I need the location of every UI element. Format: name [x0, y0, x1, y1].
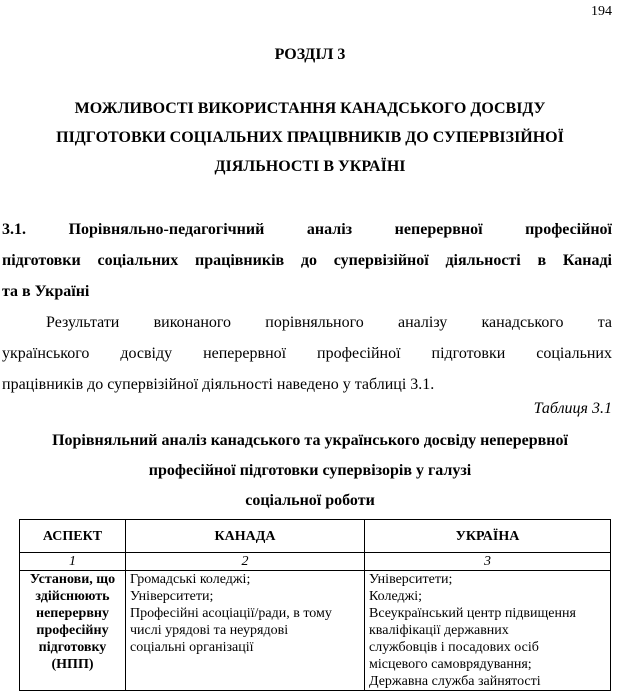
- cell-line: Університети;: [130, 589, 214, 604]
- subsection-title-line: підготовки соціальних працівників до супервізійної діяльності в Канаді: [2, 252, 612, 269]
- header-ukraine: УКРАЇНА: [365, 520, 611, 553]
- chapter-title-line: МОЖЛИВОСТІ ВИКОРИСТАННЯ КАНАДСЬКОГО ДОСВІДУ: [74, 100, 546, 117]
- table-header-row: [20, 520, 611, 553]
- column-number: 3: [365, 553, 611, 571]
- cell-line: Коледжі;: [369, 589, 423, 604]
- table-title-line: соціальної роботи: [245, 492, 375, 509]
- cell-line: Всеукраїнський центр підвищення: [369, 606, 576, 621]
- table-label: Таблиця 3.1: [533, 400, 612, 417]
- paragraph-line: працівників до супервізійної діяльності наведено у таблиці 3.1.: [2, 376, 435, 393]
- table-title-line: професійної підготовки супервізорів у галузі: [148, 462, 472, 479]
- table-title-line: Порівняльний аналіз канадського та українського досвіду неперервної: [52, 432, 568, 449]
- cell-line: кваліфікації державних: [369, 623, 509, 638]
- page-number: 194: [591, 4, 612, 19]
- header-aspect: АСПЕКТ: [20, 520, 126, 553]
- paragraph-line: українського досвіду неперервної професійної підготовки соціальних: [2, 345, 612, 362]
- column-number: 2: [126, 553, 365, 571]
- comparison-table: [19, 519, 611, 691]
- header-canada: КАНАДА: [126, 520, 365, 553]
- cell-line: Професійні асоціації/ради, в тому: [130, 606, 332, 621]
- cell-line: Державна служба зайнятості: [369, 674, 541, 689]
- table-title: [0, 426, 620, 516]
- cell-line: підготовку: [38, 640, 107, 655]
- cell-line: (НПП): [51, 657, 94, 672]
- subsection-title-line: 3.1. Порівняльно-педагогічний аналіз неперервної професійної: [2, 221, 612, 238]
- cell-line: Установи, що: [29, 572, 116, 587]
- cell-line: неперервну: [36, 606, 109, 621]
- cell-line: професійну: [36, 623, 109, 638]
- cell-line: Громадські коледжі;: [130, 572, 251, 587]
- canada-cell: [126, 571, 365, 691]
- cell-line: числі урядові та неурядові: [130, 623, 289, 638]
- paragraph-line: Результати виконаного порівняльного аналізу канадського та: [46, 314, 612, 331]
- chapter-title-line: ПІДГОТОВКИ СОЦІАЛЬНИХ ПРАЦІВНИКІВ ДО СУПЕРВІЗІЙНОЇ: [56, 129, 564, 146]
- section-label: РОЗДІЛ 3: [274, 46, 346, 63]
- table-row: [20, 571, 611, 691]
- table-number-row: [20, 553, 611, 571]
- cell-line: Університети;: [369, 572, 453, 587]
- chapter-title: [10, 94, 610, 181]
- cell-line: службовців і посадових осіб: [369, 640, 539, 655]
- chapter-title-line: ДІЯЛЬНОСТІ В УКРАЇНІ: [214, 158, 406, 175]
- cell-line: місцевого самоврядування;: [369, 657, 532, 672]
- subsection-title-line: та в Україні: [2, 283, 90, 300]
- aspect-cell: [20, 571, 126, 691]
- column-number: 1: [20, 553, 126, 571]
- cell-line: здійснюють: [35, 589, 110, 604]
- cell-line: соціальні організації: [130, 640, 254, 655]
- ukraine-cell: [365, 571, 611, 691]
